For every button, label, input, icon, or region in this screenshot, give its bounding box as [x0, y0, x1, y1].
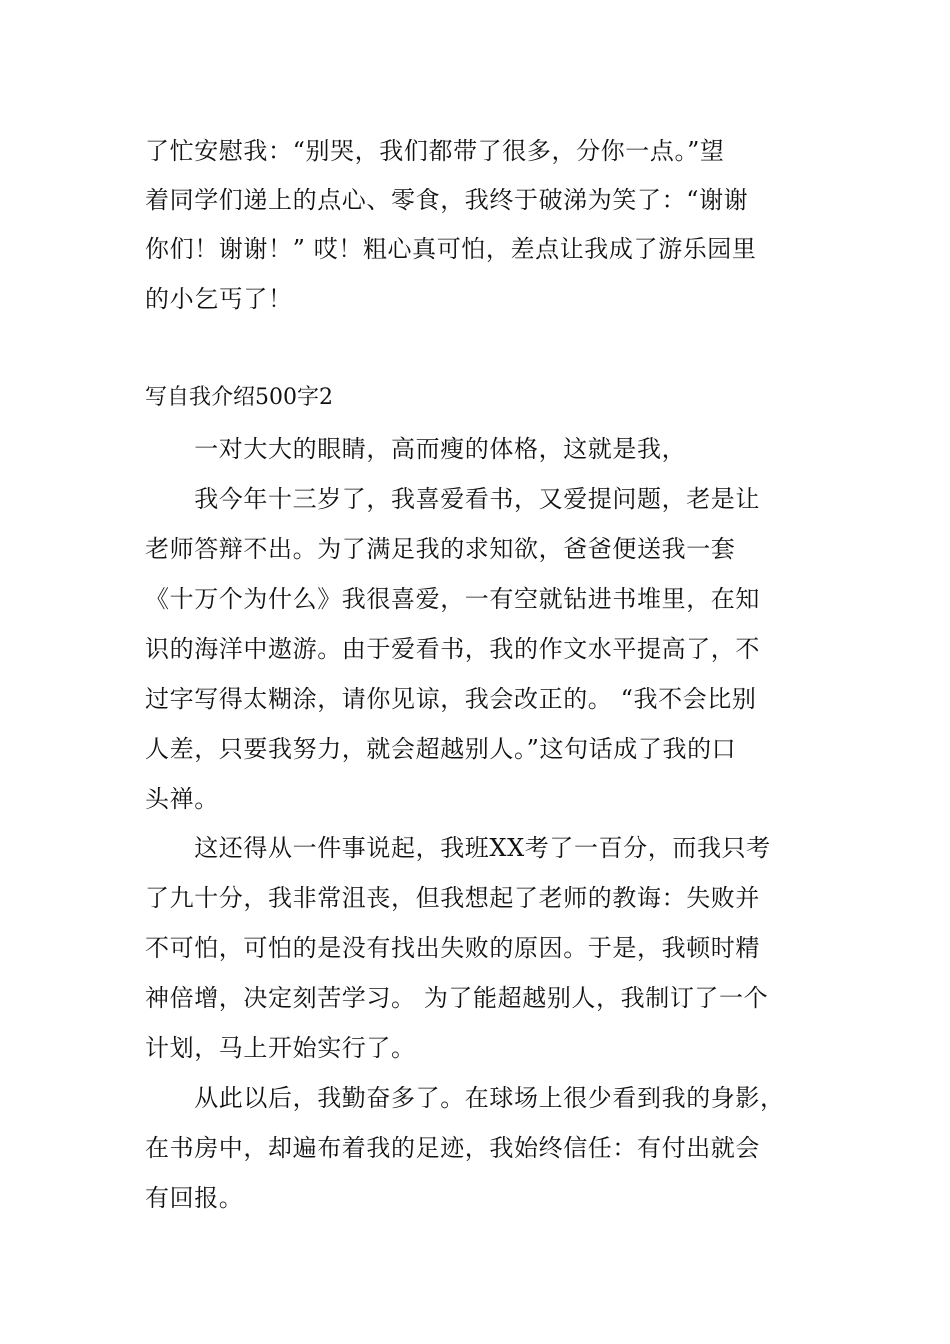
paragraph-line: 过字写得太糊涂，请你见谅，我会改正的。 “我不会比别	[145, 685, 757, 713]
paragraph-line: 人差，只要我努力，就会超越别人。”这句话成了我的口	[145, 735, 737, 763]
paragraph-line: 了九十分，我非常沮丧，但我想起了老师的教诲：失败并	[145, 884, 760, 912]
paragraph-line: 有回报。	[145, 1184, 244, 1212]
paragraph-line: 计划，马上开始实行了。	[145, 1034, 416, 1062]
paragraph-line: 识的海洋中遨游。由于爱看书，我的作文水平提高了，不	[145, 635, 760, 663]
paragraph-line: 神倍增，决定刻苦学习。 为了能超越别人，我制订了一个	[145, 984, 769, 1012]
paragraph-line: 从此以后，我勤奋多了。在球场上很少看到我的身影，	[145, 1084, 785, 1112]
paragraph-line: 我今年十三岁了，我喜爱看书，又爱提问题，老是让	[145, 485, 760, 513]
paragraph-line: 一对大大的眼睛，高而瘦的体格，这就是我，	[145, 435, 687, 463]
paragraph-line: 着同学们递上的点心、零食，我终于破涕为笑了：“谢谢	[145, 186, 749, 214]
paragraph-line: 在书房中，却遍布着我的足迹，我始终信任：有付出就会	[145, 1134, 760, 1162]
paragraph-line: 你们！谢谢！” 哎！粗心真可怕，差点让我成了游乐园里	[145, 235, 757, 263]
section-title: 写自我介绍500字2	[145, 385, 333, 410]
paragraph-line: 这还得从一件事说起，我班XX考了一百分，而我只考	[145, 834, 771, 862]
paragraph-line: 老师答辩不出。为了满足我的求知欲，爸爸便送我一套	[145, 535, 736, 563]
paragraph-line: 不可怕，可怕的是没有找出失败的原因。于是，我顿时精	[145, 934, 760, 962]
paragraph-line: 了忙安慰我：“别哭，我们都带了很多，分你一点。”望	[145, 137, 725, 165]
paragraph-line: 《十万个为什么》我很喜爱，一有空就钻进书堆里，在知	[145, 585, 760, 613]
paragraph-line: 头禅。	[145, 785, 219, 813]
paragraph-line: 的小乞丐了！	[145, 285, 293, 313]
